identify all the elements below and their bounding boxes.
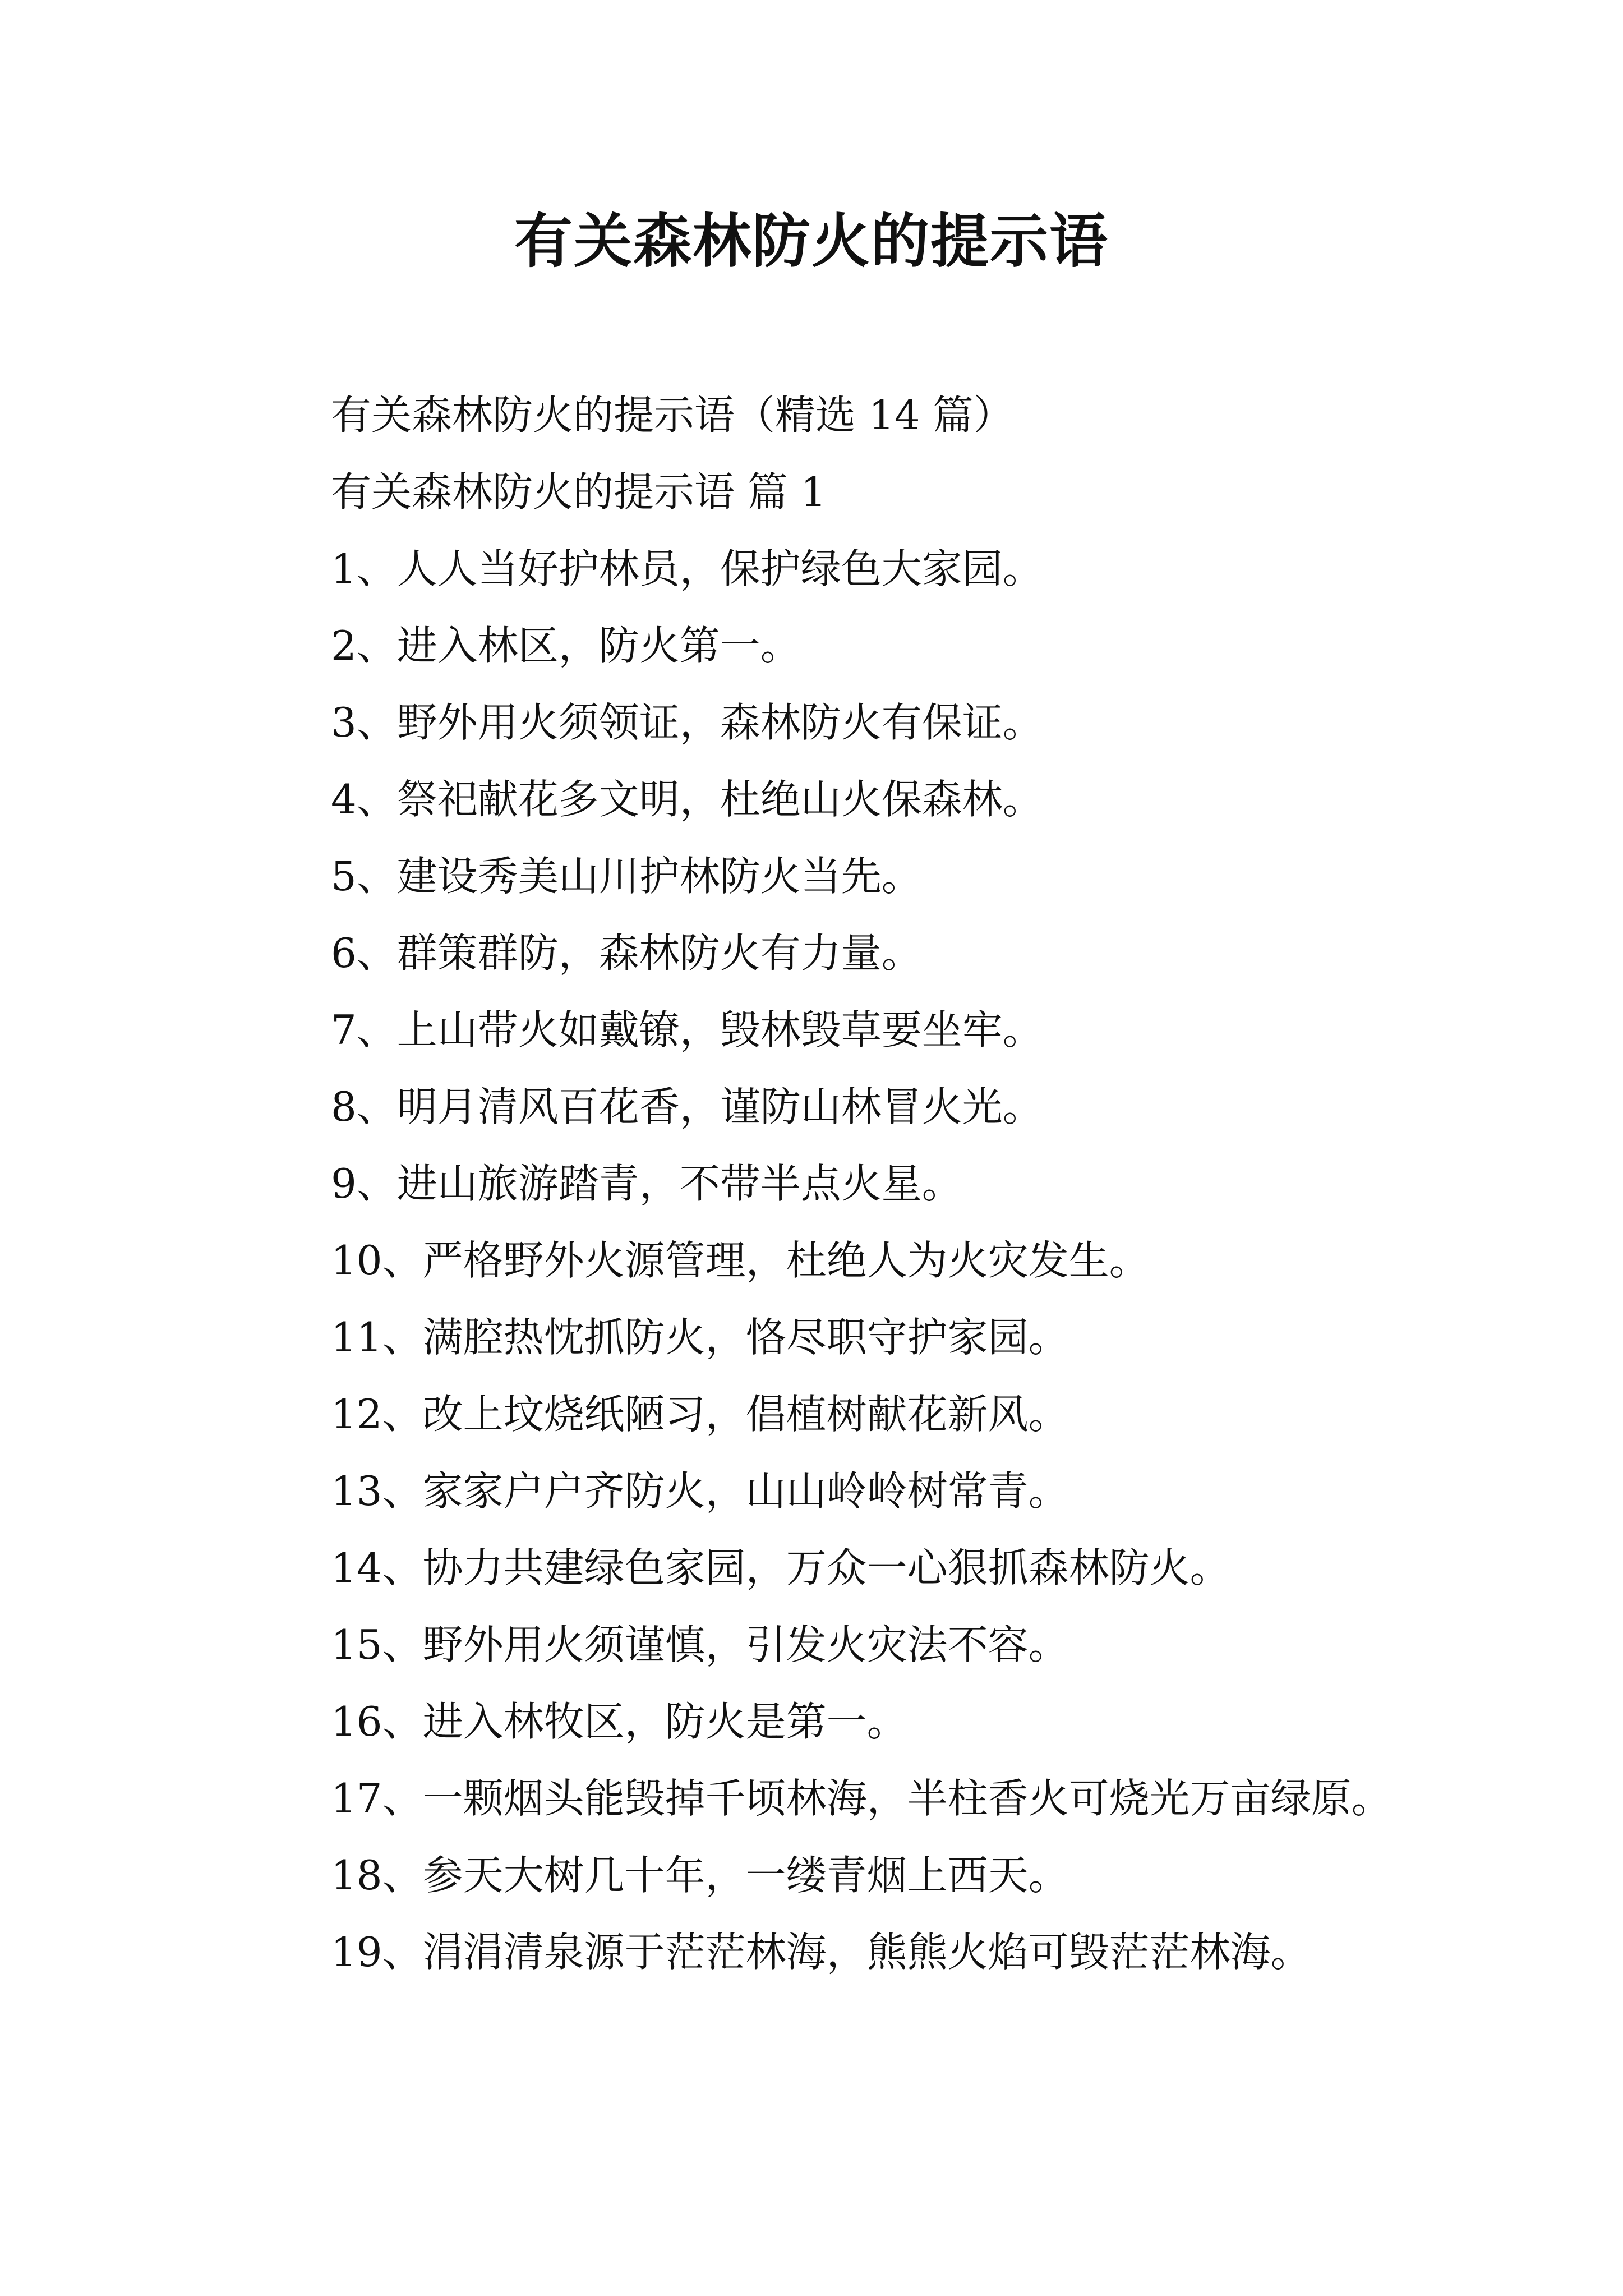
- slogan-item: 7、上山带火如戴镣，毁林毁草要坐牢。: [331, 1006, 1043, 1053]
- slogan-item: 4、祭祀献花多文明，杜绝山火保森林。: [331, 776, 1043, 823]
- slogan-item: 13、家家户户齐防火，山山岭岭树常青。: [331, 1467, 1069, 1515]
- slogan-item: 8、明月清风百花香，谨防山林冒火光。: [331, 1083, 1043, 1130]
- slogan-item: 15、野外用火须谨慎，引发火灾法不容。: [331, 1621, 1069, 1668]
- slogan-item: 5、建设秀美山川护林防火当先。: [331, 853, 922, 900]
- slogan-item: 11、满腔热忱抓防火，恪尽职守护家园。: [331, 1314, 1069, 1361]
- document-body: [247, 377, 1413, 1991]
- document-subtitle: 有关森林防火的提示语（精选 14 篇）: [331, 392, 1014, 439]
- slogan-item: 16、进入林牧区，防火是第一。: [331, 1698, 907, 1745]
- slogan-item: 2、进入林区，防火第一。: [331, 622, 801, 669]
- slogan-item: 18、参天大树几十年，一缕青烟上西天。: [331, 1852, 1069, 1899]
- slogan-item: 14、协力共建绿色家园，万众一心狠抓森林防火。: [331, 1544, 1230, 1591]
- slogan-item: 12、改上坟烧纸陋习，倡植树献花新风。: [331, 1391, 1069, 1438]
- slogan-item: 17、一颗烟头能毁掉千顷林海，半柱香火可烧光万亩绿原。: [331, 1775, 1392, 1822]
- slogan-item: 9、进山旅游踏青，不带半点火星。: [331, 1160, 962, 1207]
- slogan-item: 19、涓涓清泉源于茫茫林海，熊熊火焰可毁茫茫林海。: [331, 1929, 1311, 1976]
- section-heading: 有关森林防火的提示语 篇 1: [331, 468, 827, 516]
- slogan-item: 10、严格野外火源管理，杜绝人为火灾发生。: [331, 1237, 1150, 1284]
- slogan-item: 1、人人当好护林员，保护绿色大家园。: [331, 545, 1043, 592]
- slogan-item: 3、野外用火须领证，森林防火有保证。: [331, 699, 1043, 746]
- slogan-item: 6、群策群防，森林防火有力量。: [331, 930, 922, 977]
- document-title: 有关森林防火的提示语: [514, 207, 1109, 275]
